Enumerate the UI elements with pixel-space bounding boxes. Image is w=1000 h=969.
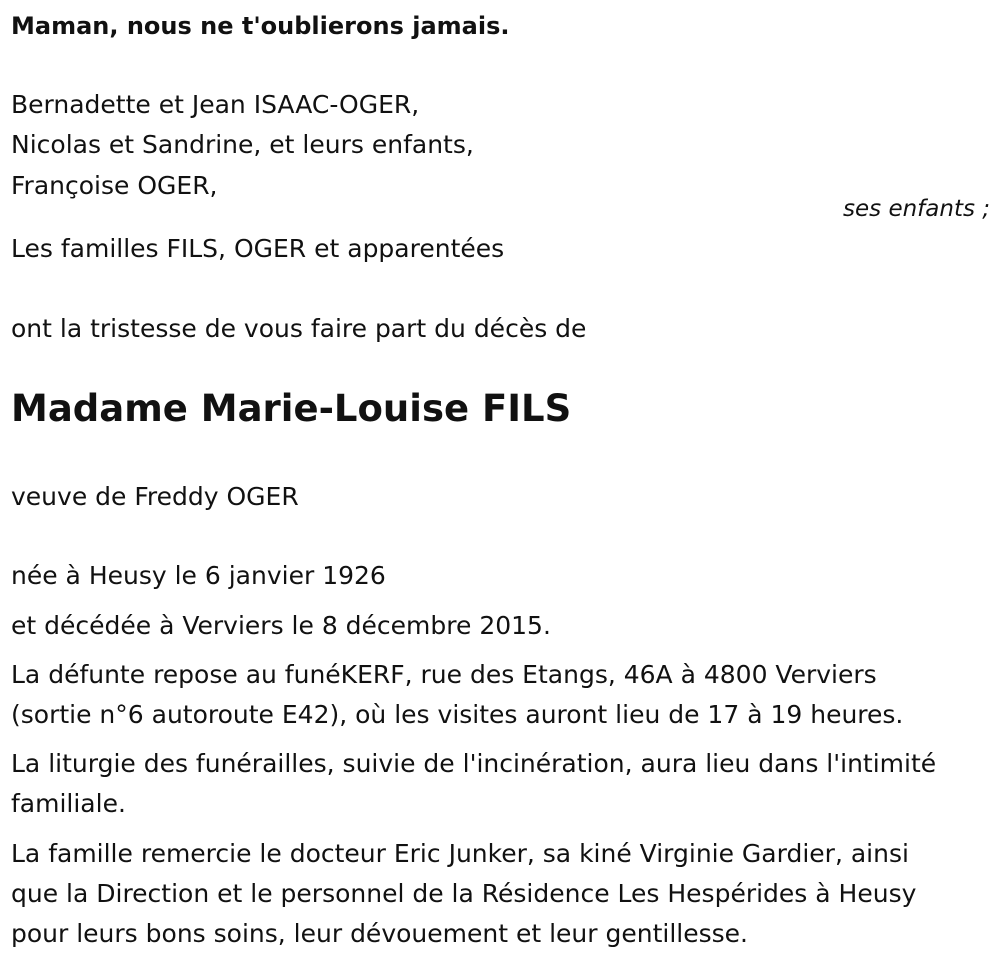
thanks-line-3: pour leurs bons soins, leur dévouement et leur gentillesse. — [11, 919, 748, 948]
thanks-line-2: que la Direction et le personnel de la Résidence Les Hespérides à Heusy — [11, 879, 917, 908]
deceased-name: Madame Marie-Louise FILS — [11, 387, 572, 430]
children-label: ses enfants ; — [843, 196, 990, 222]
families-line: Les familles FILS, OGER et apparentées — [11, 234, 505, 263]
epigraph: Maman, nous ne t'oublierons jamais. — [11, 12, 510, 40]
funeral-line-2: familiale. — [11, 789, 126, 818]
viewing-line-1: La défunte repose au funéKERF, rue des Etangs, 46A à 4800 Verviers — [11, 660, 877, 689]
children-line-3: Françoise OGER, — [11, 171, 218, 200]
funeral-line-1: La liturgie des funérailles, suivie de l'incinération, aura lieu dans l'intimité — [11, 749, 937, 778]
widow-of-line: veuve de Freddy OGER — [11, 482, 299, 511]
children-line-1: Bernadette et Jean ISAAC-OGER, — [11, 90, 420, 119]
thanks-line-1: La famille remercie le docteur Eric Junker, sa kiné Virginie Gardier, ainsi — [11, 839, 909, 868]
birth-line: née à Heusy le 6 janvier 1926 — [11, 561, 386, 590]
viewing-line-2: (sortie n°6 autoroute E42), où les visites auront lieu de 17 à 19 heures. — [11, 700, 904, 729]
death-line: et décédée à Verviers le 8 décembre 2015. — [11, 611, 551, 640]
announcement-line: ont la tristesse de vous faire part du décès de — [11, 314, 587, 343]
children-line-2: Nicolas et Sandrine, et leurs enfants, — [11, 130, 474, 159]
